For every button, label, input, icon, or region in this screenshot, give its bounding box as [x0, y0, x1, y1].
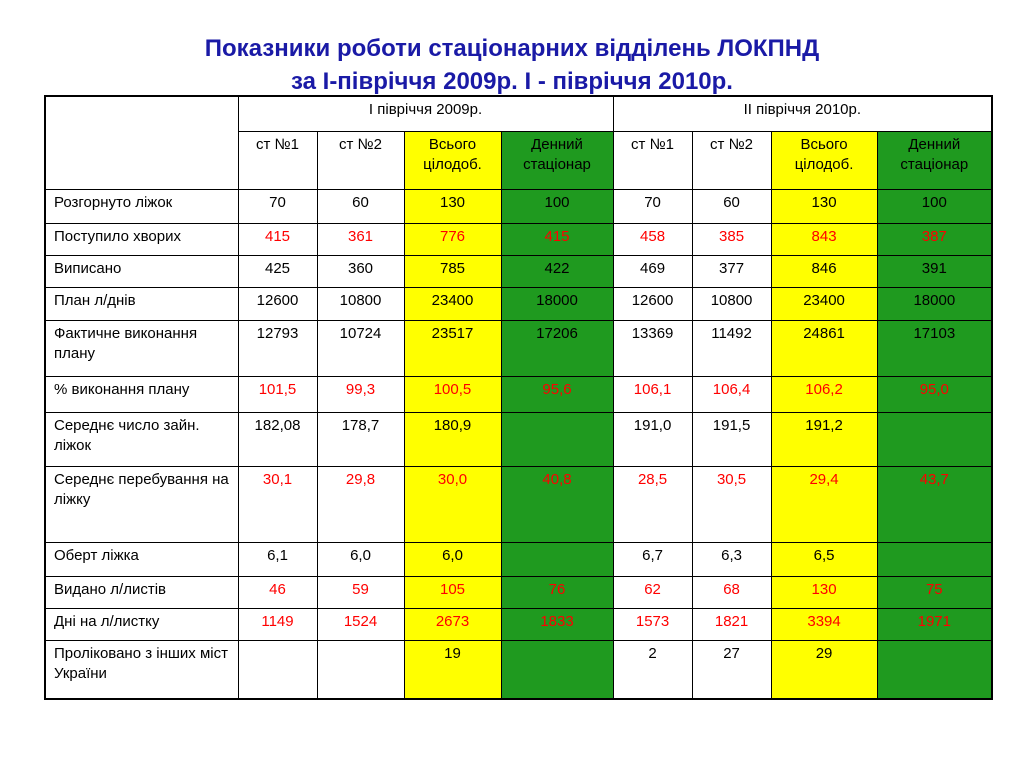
table-cell: 46 [238, 576, 317, 608]
title-line-1: Показники роботи стаціонарних відділень ЛОКПНД [204, 35, 820, 62]
table-cell [501, 412, 613, 466]
table-row [45, 412, 992, 466]
table-cell: 27 [692, 640, 771, 699]
table-cell: 19 [404, 640, 501, 699]
row-label: Фактичне виконання плану [45, 320, 238, 376]
table-cell: 6,1 [238, 542, 317, 576]
table-cell: 1833 [501, 608, 613, 640]
subheader-cell: Всього цілодоб. [404, 131, 501, 189]
subheader-cell: Денний стаціонар [877, 131, 992, 189]
table-cell: 105 [404, 576, 501, 608]
table-cell: 60 [692, 189, 771, 223]
row-label: Середнє число зайн. ліжок [45, 412, 238, 466]
row-label: Оберт ліжка [45, 542, 238, 576]
table-cell: 106,4 [692, 376, 771, 412]
table-cell: 6,7 [613, 542, 692, 576]
table-cell: 1821 [692, 608, 771, 640]
statistics-table [44, 95, 993, 700]
table-cell: 415 [238, 223, 317, 255]
table-cell: 361 [317, 223, 404, 255]
table-cell [501, 640, 613, 699]
table-cell: 1971 [877, 608, 992, 640]
table-cell: 95,0 [877, 376, 992, 412]
table-cell: 62 [613, 576, 692, 608]
table-cell: 182,08 [238, 412, 317, 466]
table-cell: 6,0 [404, 542, 501, 576]
table-cell: 100,5 [404, 376, 501, 412]
table-cell: 422 [501, 255, 613, 287]
table-cell: 11492 [692, 320, 771, 376]
period-header-2010: ІІ півріччя 2010р. [613, 96, 992, 131]
table-cell: 75 [877, 576, 992, 608]
table-cell: 6,5 [771, 542, 877, 576]
table-cell: 28,5 [613, 466, 692, 542]
table-cell: 99,3 [317, 376, 404, 412]
table-row [45, 223, 992, 255]
table-cell: 3394 [771, 608, 877, 640]
table-cell: 191,0 [613, 412, 692, 466]
table-cell: 10800 [317, 287, 404, 320]
title-line-2: за І-півріччя 2009р. І - півріччя 2010р. [291, 68, 733, 95]
table-row [45, 376, 992, 412]
table-cell: 100 [877, 189, 992, 223]
table-cell: 776 [404, 223, 501, 255]
table-cell: 106,1 [613, 376, 692, 412]
table-cell: 377 [692, 255, 771, 287]
table-row [45, 466, 992, 542]
table-cell [877, 542, 992, 576]
row-label: Виписано [45, 255, 238, 287]
table-cell: 130 [771, 189, 877, 223]
table-cell: 385 [692, 223, 771, 255]
table-cell: 70 [613, 189, 692, 223]
table-row [45, 287, 992, 320]
table-cell: 178,7 [317, 412, 404, 466]
table-cell: 360 [317, 255, 404, 287]
subheader-cell: Всього цілодоб. [771, 131, 877, 189]
table-cell: 415 [501, 223, 613, 255]
table-cell: 12793 [238, 320, 317, 376]
period-header-row [45, 96, 992, 131]
corner-cell [45, 96, 238, 189]
row-label: Розгорнуто ліжок [45, 189, 238, 223]
table-cell: 1573 [613, 608, 692, 640]
table-row [45, 576, 992, 608]
subheader-cell: ст №2 [692, 131, 771, 189]
table-cell: 68 [692, 576, 771, 608]
table-cell: 17206 [501, 320, 613, 376]
table-cell: 6,3 [692, 542, 771, 576]
table-cell: 29,8 [317, 466, 404, 542]
table-row [45, 320, 992, 376]
table-row [45, 189, 992, 223]
row-label: План л/днів [45, 287, 238, 320]
table-cell: 2673 [404, 608, 501, 640]
table-cell: 18000 [501, 287, 613, 320]
table-cell: 458 [613, 223, 692, 255]
table-row [45, 608, 992, 640]
table-cell: 43,7 [877, 466, 992, 542]
row-label: Середнє перебування на ліжку [45, 466, 238, 542]
table-row [45, 255, 992, 287]
table-cell: 391 [877, 255, 992, 287]
table-cell: 785 [404, 255, 501, 287]
table-cell [877, 412, 992, 466]
subheader-cell: Денний стаціонар [501, 131, 613, 189]
table-cell [501, 542, 613, 576]
table-cell: 30,1 [238, 466, 317, 542]
table-cell: 10800 [692, 287, 771, 320]
table-cell: 191,5 [692, 412, 771, 466]
table-cell: 24861 [771, 320, 877, 376]
table-cell: 70 [238, 189, 317, 223]
page-title [0, 32, 1024, 98]
table-cell: 846 [771, 255, 877, 287]
table-cell: 29 [771, 640, 877, 699]
row-label: Дні на л/листку [45, 608, 238, 640]
period-header-2009: І півріччя 2009р. [238, 96, 613, 131]
table-cell: 30,5 [692, 466, 771, 542]
table-cell: 10724 [317, 320, 404, 376]
table-cell: 13369 [613, 320, 692, 376]
subheader-cell: ст №2 [317, 131, 404, 189]
table-cell: 29,4 [771, 466, 877, 542]
table-cell: 106,2 [771, 376, 877, 412]
row-label: Проліковано з інших міст України [45, 640, 238, 699]
table-row [45, 542, 992, 576]
row-label: Поступило хворих [45, 223, 238, 255]
table-cell: 6,0 [317, 542, 404, 576]
table-cell: 76 [501, 576, 613, 608]
table-cell: 23400 [771, 287, 877, 320]
table-cell: 130 [771, 576, 877, 608]
table-cell: 843 [771, 223, 877, 255]
table-cell: 23400 [404, 287, 501, 320]
table-cell: 12600 [613, 287, 692, 320]
table-cell: 191,2 [771, 412, 877, 466]
table-cell: 2 [613, 640, 692, 699]
table-cell: 425 [238, 255, 317, 287]
table-cell: 180,9 [404, 412, 501, 466]
table-cell [238, 640, 317, 699]
table-row [45, 640, 992, 699]
table-cell [877, 640, 992, 699]
table-cell: 100 [501, 189, 613, 223]
table-cell: 30,0 [404, 466, 501, 542]
table-cell: 60 [317, 189, 404, 223]
table-cell: 59 [317, 576, 404, 608]
table-cell: 17103 [877, 320, 992, 376]
table-cell: 387 [877, 223, 992, 255]
table-cell: 1149 [238, 608, 317, 640]
subheader-cell: ст №1 [613, 131, 692, 189]
table-cell: 40,8 [501, 466, 613, 542]
row-label: Видано л/листів [45, 576, 238, 608]
table-cell: 95,6 [501, 376, 613, 412]
table-cell: 469 [613, 255, 692, 287]
table-cell: 12600 [238, 287, 317, 320]
table-cell: 18000 [877, 287, 992, 320]
subheader-cell: ст №1 [238, 131, 317, 189]
table-cell: 101,5 [238, 376, 317, 412]
table-cell: 130 [404, 189, 501, 223]
table-cell: 23517 [404, 320, 501, 376]
table-cell [317, 640, 404, 699]
row-label: % виконання плану [45, 376, 238, 412]
table-cell: 1524 [317, 608, 404, 640]
